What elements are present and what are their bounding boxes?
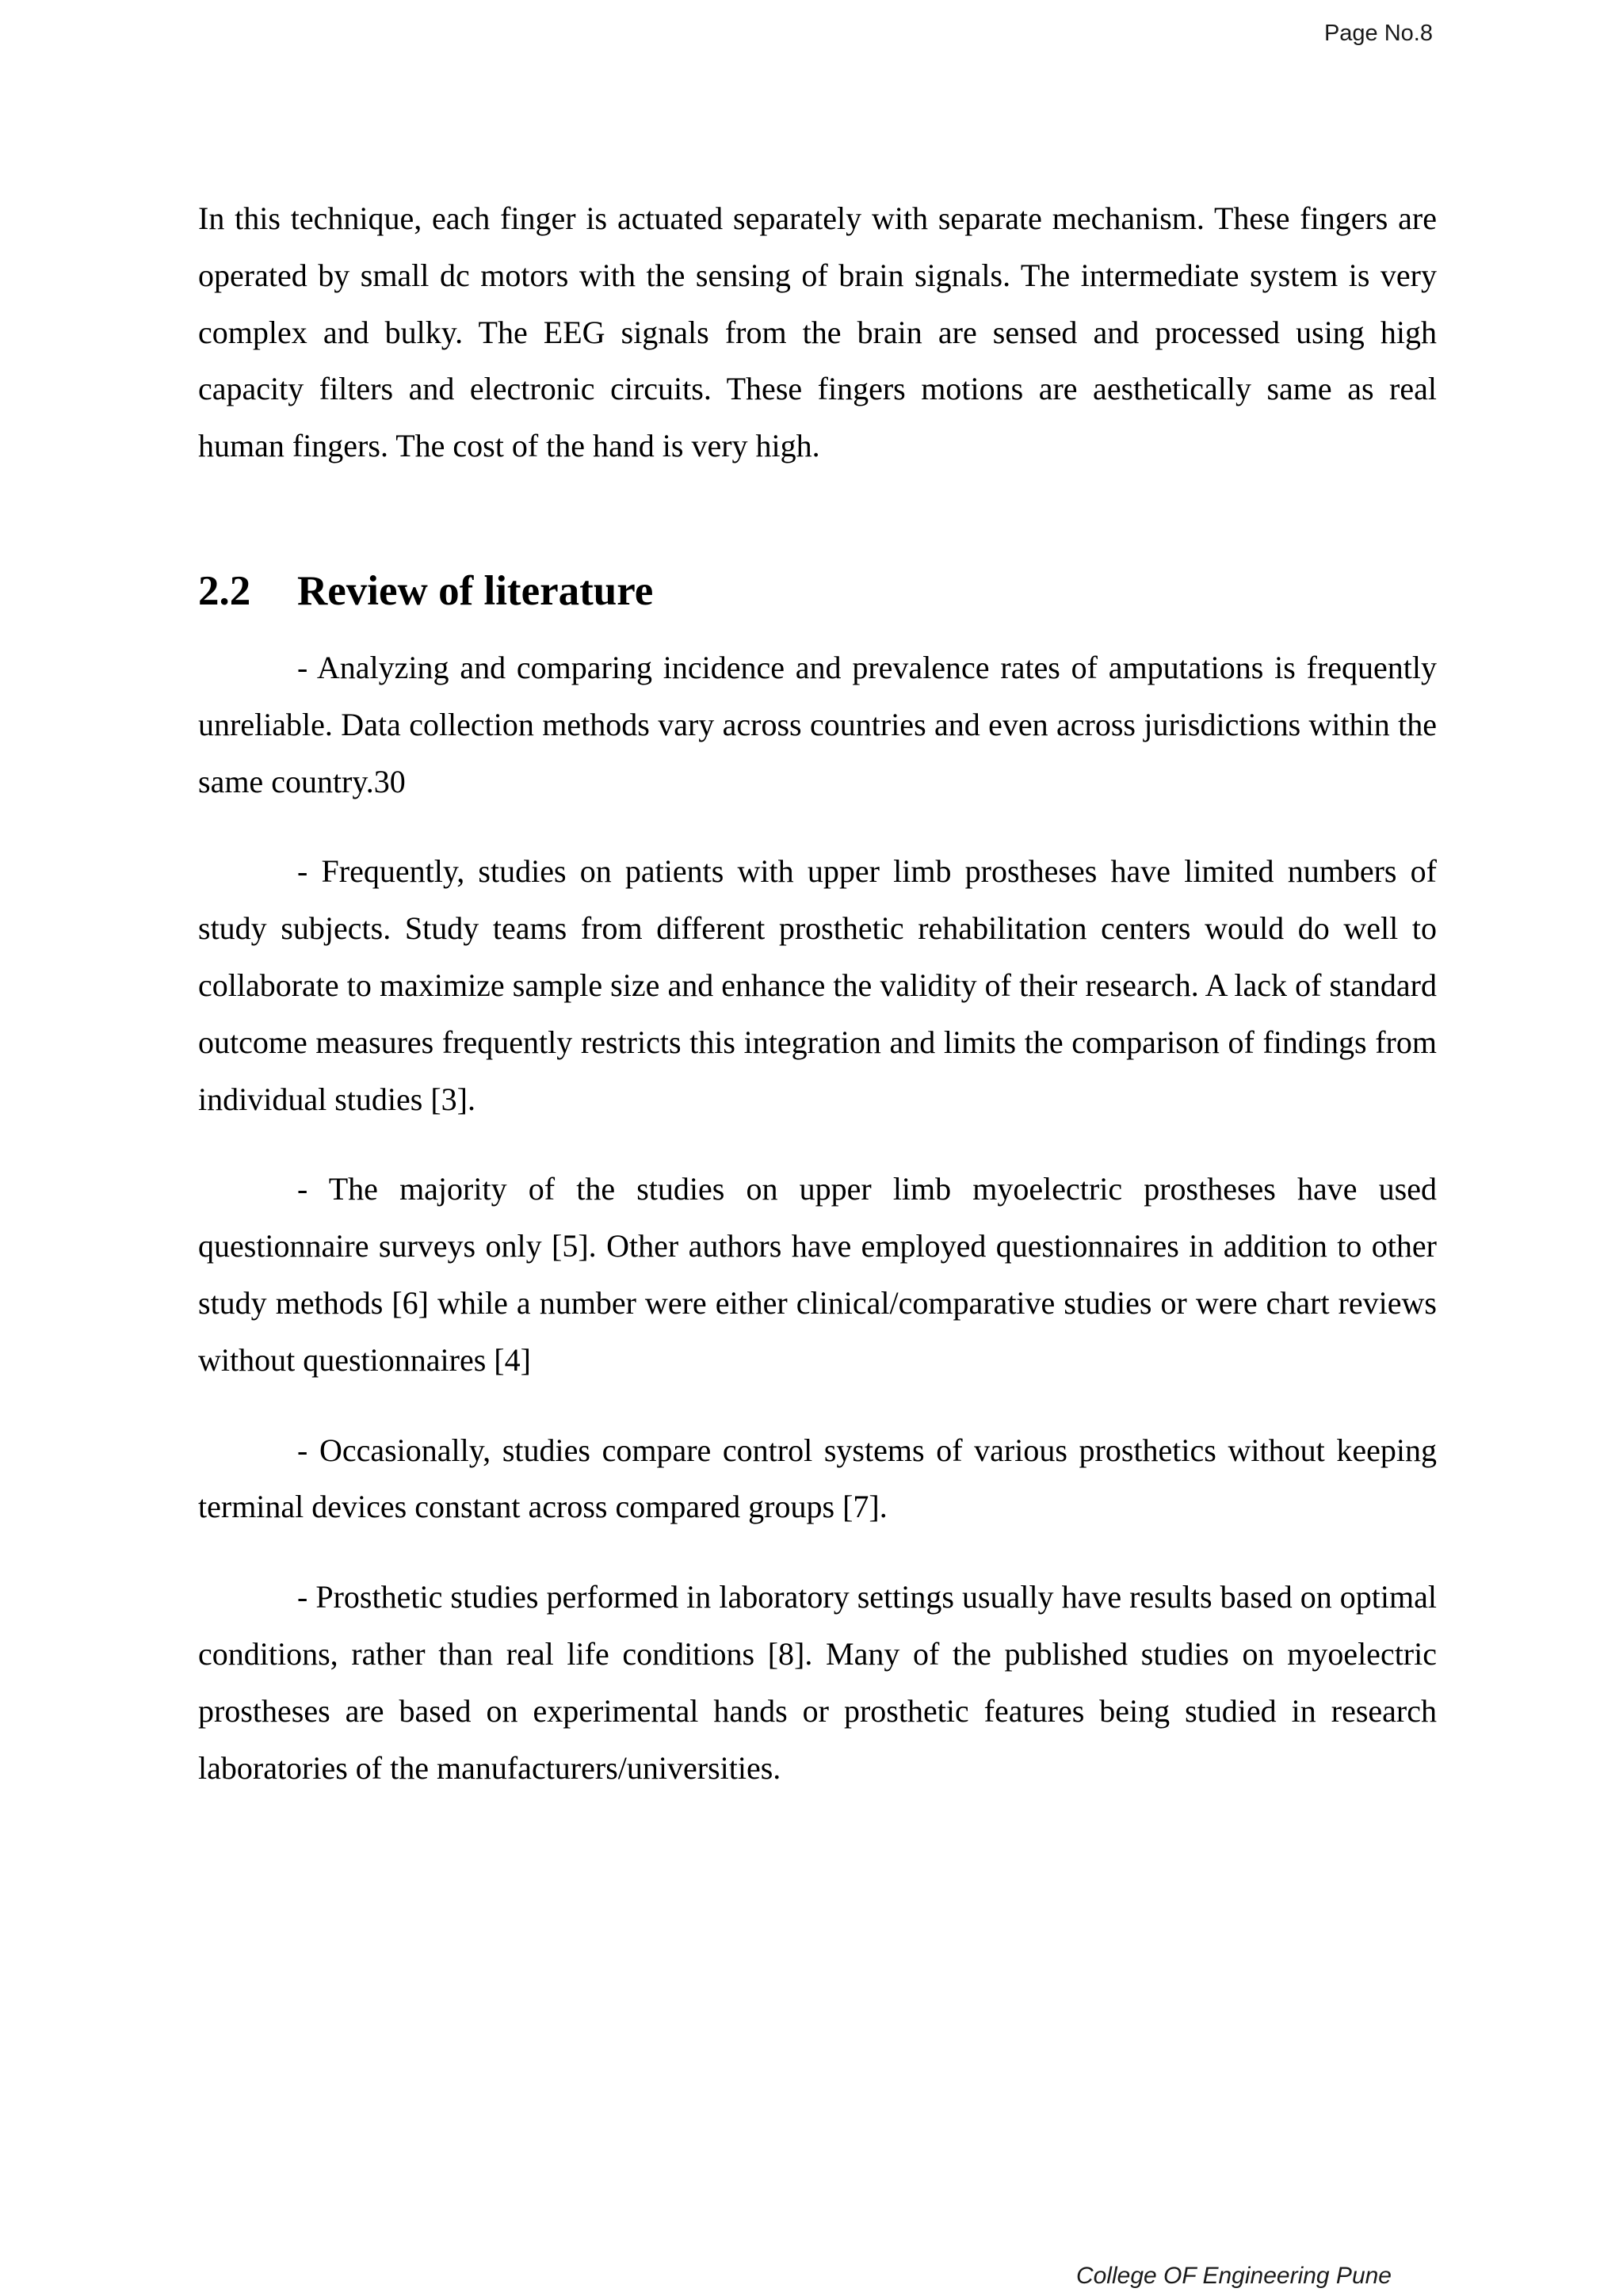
literature-item: - Frequently, studies on patients with upper limb prostheses have limited numbers of study subjects. Study teams from different prosthetic rehabilitation centers would do well to collaborate to maximize sample size and enhance the validity of their research. A lack of standard outcome measures frequently restricts this integration and limits the comparison of findings from individual studies [3]. (198, 853, 1437, 1117)
literature-item: - Analyzing and comparing incidence and prevalence rates of amputations is frequently unreliable. Data collection methods vary across countries and even across jurisdictions within the same country.30 (198, 649, 1437, 799)
section-title: Review of literature (297, 567, 654, 614)
page-number: Page No.8 (1323, 21, 1433, 46)
section-heading (198, 565, 1437, 617)
literature-item: - The majority of the studies on upper limb myoelectric prostheses have used questionnaire surveys only [5]. Other authors have employed questionnaires in addition to other study methods [6] while a number were either clinical/comparative studies or were chart reviews without questionnaires [4] (198, 1171, 1437, 1378)
literature-item: - Occasionally, studies compare control systems of various prosthetics without keeping terminal devices constant across compared groups [7]. (198, 1432, 1437, 1525)
intro-paragraph: In this technique, each finger is actuated separately with separate mechanism. These fingers are operated by small dc motors with the sensing of brain signals. The intermediate system is very complex and bulky. The EEG signals from the brain are sensed and processed using high capacity filters and electronic circuits. These fingers motions are aesthetically same as real human fingers. The cost of the hand is very high. (198, 200, 1437, 464)
section-number: 2.2 (198, 567, 251, 614)
literature-item: - Prosthetic studies performed in laboratory settings usually have results based on optimal conditions, rather than real life conditions [8]. Many of the published studies on myoelectric prostheses are based on experimental hands or prosthetic features being studied in research laboratories of the manufacturers/universities. (198, 1579, 1437, 1786)
page-content (198, 190, 1437, 1829)
footer-institution: College OF Engineering Pune (1075, 2263, 1392, 2289)
